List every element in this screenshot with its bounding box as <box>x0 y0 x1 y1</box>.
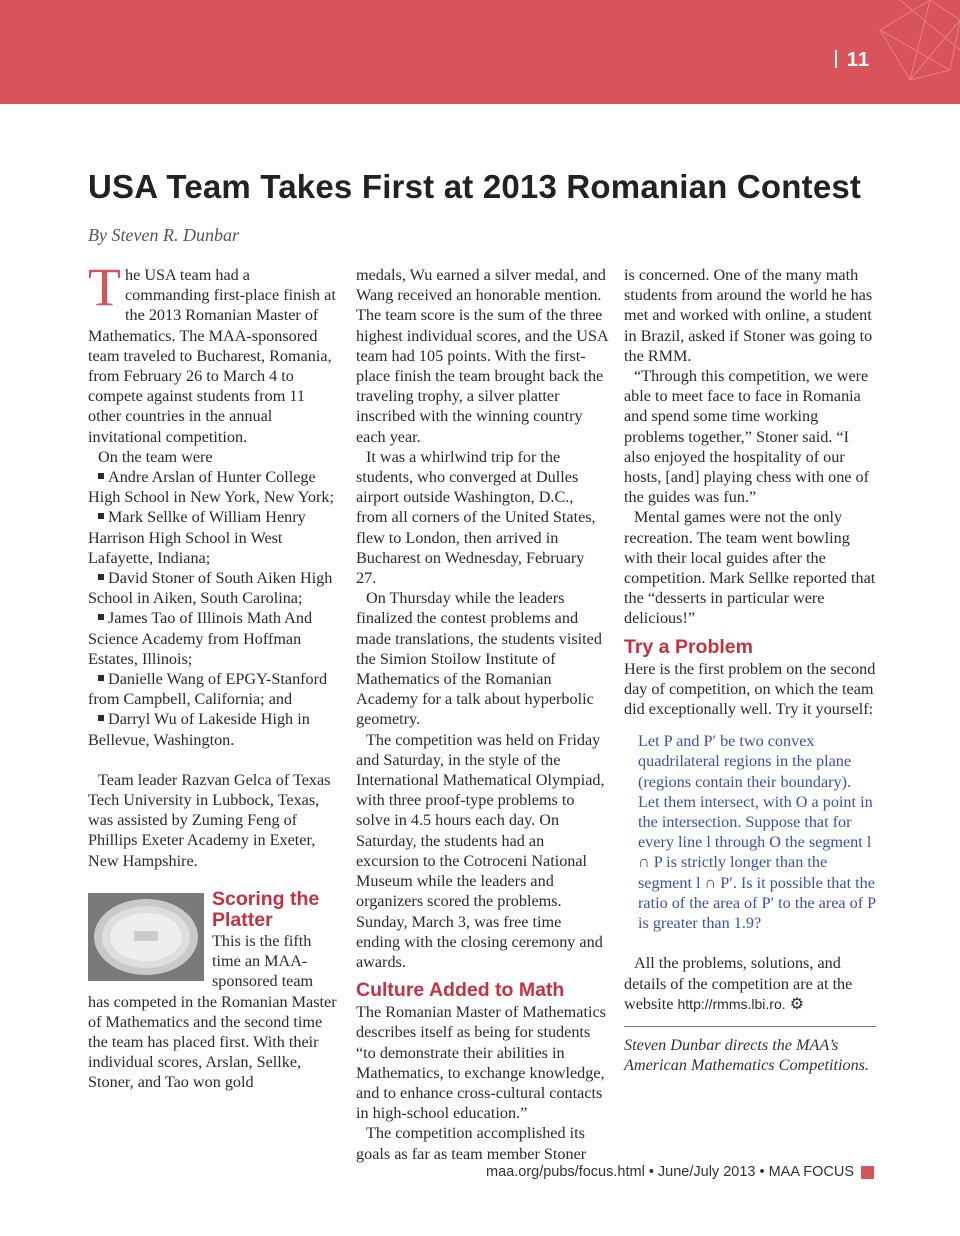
author-bio: Steven Dunbar directs the MAA’s American Mathematics Competitions. <box>624 1035 870 1075</box>
footer-text: maa.org/pubs/focus.html • June/July 2013 • MAA FOCUS <box>486 1164 854 1180</box>
page-number: 11 <box>835 49 870 72</box>
sidebar-heading: Scoring the Platter <box>212 887 320 931</box>
drop-cap: T <box>88 257 121 317</box>
team-member: James Tao of Illinois Math And Science Academy from Hoffman Estates, Illinois; <box>88 609 313 668</box>
paragraph: It was a whirlwind trip for the students, who converged at Dulles airport outside Washington, D.C., from all corners of the United States, flew to London, then arrived in Bucharest on Wednesday, February 27. <box>356 447 596 588</box>
team-leader-paragraph: Team leader Razvan Gelca of Texas Tech University in Lubbock, Texas, was assisted by Zuming Feng of Phillips Exeter Academy in Exeter, New Hampshire. <box>88 770 331 870</box>
team-member: David Stoner of South Aiken High School in Aiken, South Carolina; <box>88 569 333 608</box>
divider <box>624 1026 876 1027</box>
paragraph: The competition accomplished its goals as far as team member Stoner <box>356 1124 587 1163</box>
website-paragraph: All the problems, solutions, and details of the competition are at the website http://rmms.lbi.ro. ⚙ <box>624 954 853 1013</box>
paragraph: The competition was held on Friday and Saturday, in the style of the International Mathematical Olympiad, with three proof-type problems to solve in 4.5 hours each day. On Saturday, the students had an excursion to the Cotroceni National Museum while the leaders and organizers scored the problems. Sunday, March 3, was free time ending with the closing ceremony and awards. <box>356 730 605 971</box>
platter-photo <box>88 893 204 981</box>
paragraph: “Through this competition, we were able to meet face to face in Romania and spend some time working problems together,” Stoner said. “I also enjoyed the hospitality of our hosts, [and] playing chess with one of the guides was fun.” <box>624 367 870 507</box>
problem-statement: Let P and P′ be two convex quadrilateral regions in the plane (regions contain their boundary). Let them intersect, with O a point in the intersection. Suppose that for every line l through O the segment l ∩ P is strictly longer than the segment l ∩ P′. Is it possible that the ratio of the area of P′ to the area of P is greater than 1.9? <box>638 732 876 933</box>
team-member: Mark Sellke of William Henry Harrison High School in West Lafayette, Indiana; <box>88 508 306 567</box>
column-2 <box>356 265 608 1164</box>
end-mark-icon: ⚙ <box>789 994 805 1013</box>
byline: By Steven R. Dunbar <box>88 225 239 245</box>
website-link[interactable]: http://rmms.lbi.ro. <box>677 995 786 1012</box>
article-title: USA Team Takes First at 2013 Romanian Contest <box>88 168 862 205</box>
sidebar-platter <box>88 889 338 1093</box>
header-band <box>0 0 960 104</box>
column-1 <box>88 257 338 1093</box>
footer <box>486 1164 874 1180</box>
team-member: Danielle Wang of EPGY-Stanford from Campbell, California; and <box>88 670 328 709</box>
footer-square-icon <box>861 1166 874 1179</box>
column-3 <box>624 265 876 1075</box>
paragraph: Here is the first problem on the second day of competition, on which the team did exceptionally well. Try it yourself: <box>624 659 876 719</box>
paragraph: Mental games were not the only recreation. The team went bowling with their local guides after the competition. Mark Sellke reported that the “desserts in particular were delicious!” <box>624 508 876 628</box>
team-member: Darryl Wu of Lakeside High in Bellevue, Washington. <box>88 710 310 749</box>
section-heading-try-a-problem: Try a Problem <box>624 635 753 658</box>
paragraph: medals, Wu earned a silver medal, and Wang received an honorable mention. The team score is the sum of the three highest individual scores, and the USA team had 105 points. With the first-place finish the team brought back the traveling trophy, a silver platter inscribed with the winning country each year. <box>356 266 608 446</box>
paragraph: The Romanian Master of Mathematics describes itself as being for students “to demonstrate their abilities in Mathematics, to exchange knowledge, and to enhance cross-cultural contacts in high-school education.” <box>356 1003 606 1123</box>
intro-paragraph: The USA team had a commanding first-place finish at the 2013 Romanian Master of Mathematics. The MAA-sponsored team traveled to Bucharest, Romania, from February 26 to March 4 to compete against students from 11 other countries in the annual invitational competition. <box>88 257 336 446</box>
paragraph: is concerned. One of the many math students from around the world he has met and worked with online, a student in Brazil, asked if Stoner was going to the RMM. <box>624 266 873 365</box>
section-heading-culture: Culture Added to Math <box>356 979 565 1002</box>
team-member: Andre Arslan of Hunter College High School in New York, New York; <box>88 468 334 507</box>
sidebar-text: This is the fifth time an MAA-sponsored team has competed in the Romanian Master of Mathematics and the second time the team has placed first. With their individual scores, Arslan, Sellke, Stoner, and Tao won gold <box>88 931 337 1092</box>
team-intro: On the team were <box>98 447 213 466</box>
paragraph: On Thursday while the leaders finalized the contest problems and made translations, the students visited the Simion Stoilow Institute of Mathematics of the Romanian Academy for a talk about hyperbolic geometry. <box>356 589 602 729</box>
